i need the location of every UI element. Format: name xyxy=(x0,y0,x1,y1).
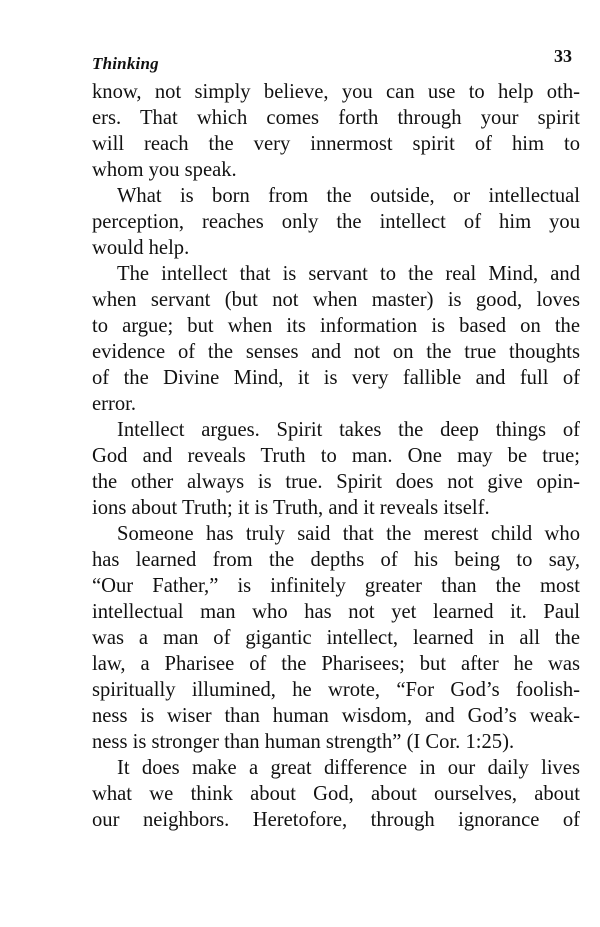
paragraph xyxy=(92,79,580,183)
text-line: spiritually illumined, he wrote, “For God’s foolish- xyxy=(92,679,580,701)
page-number: 33 xyxy=(554,46,572,66)
paragraph xyxy=(92,755,580,833)
text-line: intellectual man who has not yet learned it. Paul xyxy=(92,601,580,623)
text-line: ness is stronger than human strength” (I Cor. 1:25). xyxy=(92,731,515,753)
text-line: error. xyxy=(92,393,137,415)
running-head: Thinking xyxy=(92,54,159,73)
text-line: to argue; but when its information is based on the xyxy=(92,315,580,337)
text-line: What is born from the outside, or intellectual xyxy=(117,185,580,207)
text-line: ness is wiser than human wisdom, and God’s weak- xyxy=(92,705,580,727)
text-line: would help. xyxy=(92,237,190,259)
paragraph xyxy=(92,183,580,261)
text-line: know, not simply believe, you can use to help oth- xyxy=(92,81,580,103)
text-line: law, a Pharisee of the Pharisees; but after he was xyxy=(92,653,580,675)
book-page xyxy=(92,44,580,833)
paragraph xyxy=(92,521,580,755)
text-line: It does make a great difference in our daily lives xyxy=(117,757,580,779)
text-line: of the Divine Mind, it is very fallible and full of xyxy=(92,367,580,389)
text-line: what we think about God, about ourselves, about xyxy=(92,783,580,805)
text-line: our neighbors. Heretofore, through ignorance of xyxy=(92,809,580,831)
text-line: “Our Father,” is infinitely greater than the most xyxy=(92,575,580,597)
text-line: ers. That which comes forth through your spirit xyxy=(92,107,580,129)
text-line: The intellect that is servant to the real Mind, and xyxy=(117,263,580,285)
text-line: whom you speak. xyxy=(92,159,237,181)
paragraph xyxy=(92,417,580,521)
text-line: when servant (but not when master) is good, loves xyxy=(92,289,580,311)
text-line: Intellect argues. Spirit takes the deep things of xyxy=(117,419,580,441)
page-header xyxy=(92,44,580,78)
text-line: God and reveals Truth to man. One may be true; xyxy=(92,445,580,467)
text-line: perception, reaches only the intellect of him you xyxy=(92,211,580,233)
text-line: was a man of gigantic intellect, learned in all the xyxy=(92,627,580,649)
text-line: will reach the very innermost spirit of him to xyxy=(92,133,580,155)
text-line: Someone has truly said that the merest child who xyxy=(117,523,580,545)
text-line: ions about Truth; it is Truth, and it reveals itself. xyxy=(92,497,490,519)
body-text xyxy=(92,79,580,833)
text-line: the other always is true. Spirit does not give opin- xyxy=(92,471,580,493)
text-line: has learned from the depths of his being to say, xyxy=(92,549,580,571)
text-line: evidence of the senses and not on the true thoughts xyxy=(92,341,580,363)
paragraph xyxy=(92,261,580,417)
